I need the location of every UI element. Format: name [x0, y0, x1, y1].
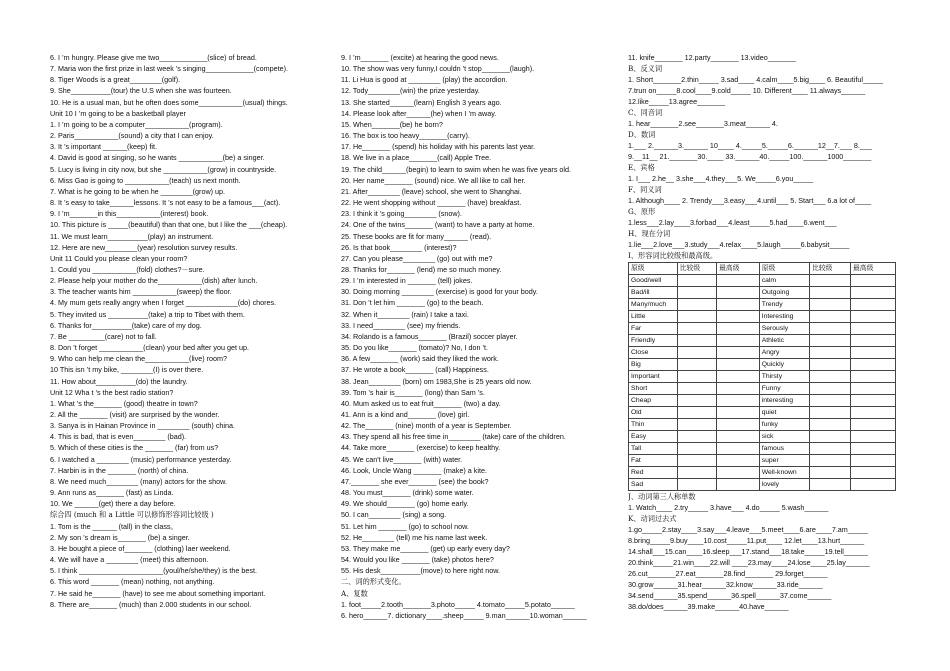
exercise-line: 12. Here are new________(year) resolution survey results.: [50, 242, 238, 252]
exercise-line: 45. We can't live_______ (with) water.: [341, 454, 463, 464]
exercise-line: 7. Harbin is in the _______ (north) of china.: [50, 465, 189, 475]
exercise-line: 25. These books are fit for many______ (read).: [341, 231, 492, 241]
exercise-line: 4. David is good at singing, so he wants ___________(be) a singer.: [50, 153, 265, 163]
base-word-cell: Red: [629, 467, 678, 479]
base-word-cell: Thirsty: [759, 371, 809, 383]
blank-cell: [717, 335, 760, 347]
exercise-line: 30. Doing morning ________ (exercise) is good for your body.: [341, 287, 538, 297]
exercise-line: 10 This isn ’t my bike, ________(I) is over there.: [50, 365, 204, 375]
blank-cell: [717, 407, 760, 419]
exercise-line: 3. The teacher wants him ___________(sweep) the floor.: [50, 287, 232, 297]
base-word-cell: super: [759, 455, 809, 467]
verb-form-sections: [628, 491, 896, 612]
base-word-cell: Serously: [759, 323, 809, 335]
base-word-cell: Short: [629, 383, 678, 395]
exercise-line: 28. Thanks for_______ (lend) me so much money.: [341, 264, 502, 274]
blank-cell: [810, 431, 851, 443]
exercise-line: 1.lie___2.love___3.study___4.relax____5.laugh_____6.babysit_____: [628, 240, 850, 249]
header-comparative-2: 比较级: [810, 263, 851, 275]
base-word-cell: Far: [629, 323, 678, 335]
base-word-cell: Bad/ill: [629, 287, 678, 299]
table-row: [629, 407, 896, 419]
column-middle: [341, 52, 603, 621]
blank-cell: [677, 479, 716, 491]
blank-cell: [810, 395, 851, 407]
exercise-line: 1. Tom is the ______ (tall) in the class。: [50, 521, 178, 531]
table-header-row: [629, 263, 896, 275]
base-word-cell: Quickly: [759, 359, 809, 371]
exercise-line: 34. Rolando is a famous_______ (Brazil) soccer player.: [341, 331, 518, 341]
blank-cell: [851, 311, 896, 323]
blank-cell: [851, 467, 896, 479]
base-word-cell: Close: [629, 347, 678, 359]
blank-cell: [810, 311, 851, 323]
exercise-line: 10. He is a usual man, but he often does some___________(usual) things.: [50, 97, 288, 107]
exercise-line: 4. This is bad, that is even________ (bad).: [50, 432, 187, 442]
blank-cell: [717, 431, 760, 443]
exercise-line: 1. I ’m going to be a computer___________(program).: [50, 119, 223, 129]
blank-cell: [717, 347, 760, 359]
base-word-cell: Outgoing: [759, 287, 809, 299]
base-word-cell: Thin: [629, 419, 678, 431]
blank-cell: [717, 311, 760, 323]
exercise-line: 8. Tiger Woods is a great________(golf).: [50, 75, 181, 85]
blank-cell: [677, 287, 716, 299]
exercise-line: 5. I think _____________________(youl/he/she/they) is the best.: [50, 566, 257, 576]
base-word-cell: sick: [759, 431, 809, 443]
blank-cell: [851, 347, 896, 359]
base-word-cell: lovely: [759, 479, 809, 491]
exercise-line: 1. hear_______2.see_______3.meat______ 4.: [628, 119, 778, 128]
blank-cell: [810, 443, 851, 455]
blank-cell: [851, 371, 896, 383]
exercise-line: 27. Can you please________ (go) out with me?: [341, 253, 493, 263]
exercise-line: 7. He said he_______ (have) to see me about something important.: [50, 588, 266, 598]
exercise-line: 14. Please look after______(he) when I ’m away.: [341, 108, 497, 118]
exercise-line: 1. Although____ 2. Trendy___3.easy___4.until___ 5. Start___ 6.a lot of____: [628, 196, 871, 205]
exercise-line: E、宾格: [628, 163, 655, 172]
exercise-line: 30.grow______31.hear______32.know______33.ride______: [628, 580, 823, 589]
exercise-line: 55. His desk__________(move) to here right now.: [341, 566, 501, 576]
exercise-line: 11. We must learn__________(play) an instrument.: [50, 231, 214, 241]
base-word-cell: Fat: [629, 455, 678, 467]
exercise-line: 7. What is he going to be when he ________(grow) up.: [50, 186, 226, 196]
exercise-line: 17. He_______ (spend) his holiday with his parents last year.: [341, 142, 536, 152]
exercise-line: 16. The box is too heavy_______(carry).: [341, 131, 470, 141]
blank-cell: [677, 359, 716, 371]
exercise-line: H、现在分词: [628, 229, 671, 238]
exercise-line: 3. Sanya is in Hainan Province in ________ (south) china.: [50, 421, 235, 431]
exercise-line: 20. Her name_______ (sound) nice. We all like to call her.: [341, 175, 526, 185]
base-word-cell: Interesting: [759, 311, 809, 323]
blank-cell: [717, 299, 760, 311]
exercise-line: 31. Don ’t let him _______ (go) to the beach.: [341, 298, 484, 308]
blank-cell: [717, 479, 760, 491]
exercise-line: 3. He bought a piece of_______ (clothing) laer weekend.: [50, 543, 231, 553]
base-word-cell: calm: [759, 275, 809, 287]
base-word-cell: Tall: [629, 443, 678, 455]
blank-cell: [717, 359, 760, 371]
exercise-line: 8.bring_____9.buy____10.cost_____11.put____ 12.let____13.hurt______: [628, 536, 865, 545]
exercise-line: Unit 11 Could you please clean your room?: [50, 253, 188, 263]
base-word-cell: interesting: [759, 395, 809, 407]
base-word-cell: funky: [759, 419, 809, 431]
blank-cell: [810, 359, 851, 371]
base-word-cell: Friendly: [629, 335, 678, 347]
exercise-line: 7. Be _________(care) not to fall.: [50, 331, 157, 341]
table-row: [629, 431, 896, 443]
exercise-line: 40. Mum asked us to eat fruit_______ (two) a day.: [341, 398, 501, 408]
exercise-line: 7. Maria won the first prize in last week ’s singing____________(compete).: [50, 64, 288, 74]
base-word-cell: Old: [629, 407, 678, 419]
blank-cell: [810, 347, 851, 359]
table-row: [629, 275, 896, 287]
base-word-cell: Trendy: [759, 299, 809, 311]
exercise-line: 1.less___2.lay____3.forbad___4.least_____5.had____6.went___: [628, 218, 837, 227]
exercise-line: 22. He went shopping without _______ (have) breakfast.: [341, 198, 522, 208]
base-word-cell: Important: [629, 371, 678, 383]
exercise-line: 49. We should_______ (go) home early.: [341, 499, 469, 509]
blank-cell: [810, 323, 851, 335]
exercise-line: 36. A few_______ (work) said they liked the work.: [341, 354, 499, 364]
exercise-line: 42. The_______ (nine) month of a year is September.: [341, 421, 512, 431]
exercise-line: 26.cut_______27.eat_______28.find_______ 29.forget______: [628, 569, 828, 578]
exercise-line: 2. All the _______ (visit) are surprised by the wonder.: [50, 410, 220, 419]
blank-cell: [717, 443, 760, 455]
exercise-line: 41. Ann is a kind and_______ (love) girl.: [341, 410, 470, 419]
exercise-line: 11. knife_______ 12.party_______ 13.video_______: [628, 53, 796, 62]
exercise-line: 9. Ann runs as_______ (fast) as Linda.: [50, 488, 174, 498]
exercise-line: 11. Li Hua is good at ________ (play) the accordion.: [341, 75, 508, 85]
header-superlative: 最高级: [717, 263, 760, 275]
exercise-line: 2. My son ’s dream is_______ (be) a singer.: [50, 532, 190, 542]
base-word-cell: Well-known: [759, 467, 809, 479]
exercise-line: 37. He wrote a book_______ (call) Happiness.: [341, 365, 489, 375]
blank-cell: [677, 311, 716, 323]
blank-cell: [810, 467, 851, 479]
exercise-line: 1. What ’s the_______ (good) theatre in town?: [50, 398, 198, 408]
exercise-line: 53. They make me_______ (get) up early every day?: [341, 543, 510, 553]
exercise-line: 39. Tom ’s hair is_______ (long) than Sam ’s.: [341, 387, 485, 397]
exercise-line: 9. I ’m_______ (excite) at hearing the good news.: [341, 53, 499, 62]
blank-cell: [717, 395, 760, 407]
exercise-line: 13. She started______(learn) English 3 years ago.: [341, 97, 502, 107]
exercise-line: C、同音词: [628, 108, 663, 117]
exercise-line: 1. foot_____2.tooth_______3.photo_____ 4.tomato_____5.potato______: [341, 599, 575, 609]
base-word-cell: Little: [629, 311, 678, 323]
table-row: [629, 347, 896, 359]
blank-cell: [677, 395, 716, 407]
blank-cell: [717, 371, 760, 383]
exercise-line: I、形容词比较级和最高级。: [628, 251, 718, 260]
exercise-line: 3. It ’s important ______(keep) fit.: [50, 142, 157, 152]
header-comparative: 比较级: [677, 263, 716, 275]
blank-cell: [851, 443, 896, 455]
exercise-line: 6. I ’m hungry. Please give me two____________(slice) of bread.: [50, 53, 257, 62]
blank-cell: [677, 455, 716, 467]
exercise-line: 10. The show was very funny,I couldn ’t stop_______(laugh).: [341, 64, 535, 74]
exercise-line: 19. The child______(begin) to learn to swim when he was five years old.: [341, 164, 571, 174]
exercise-line: A、复数: [341, 588, 368, 598]
blank-cell: [810, 383, 851, 395]
exercise-line: 1. Could you ___________(fold) clothes?－sure.: [50, 264, 205, 274]
exercise-line: 44. Take more_______ (exercise) to keep healthy.: [341, 443, 501, 453]
column-right: [628, 52, 896, 612]
exercise-line: K、动词过去式: [628, 514, 677, 523]
exercise-line: 18. We live in a place_______(call) Apple Tree.: [341, 153, 492, 163]
exercise-line: 8. There are_______ (much) than 2.000 students in our school.: [50, 599, 252, 609]
table-row: [629, 455, 896, 467]
exercise-line: 10. We ______(get) there a day before.: [50, 499, 176, 509]
table-row: [629, 323, 896, 335]
blank-cell: [851, 299, 896, 311]
blank-cell: [851, 407, 896, 419]
blank-cell: [677, 347, 716, 359]
blank-cell: [810, 407, 851, 419]
exercise-line: 6. Miss Gao is going to ___________(teach) us next month.: [50, 175, 241, 185]
table-row: [629, 311, 896, 323]
exercise-line: 1. Short_______2.thin_____ 3.sad____ 4.calm____5.big____ 6. Beautiful_____: [628, 75, 883, 84]
blank-cell: [851, 383, 896, 395]
exercise-line: Unit 10 I ’m going to be a basketball player: [50, 108, 186, 118]
exercise-line: 32. When it________ (rain) I take a taxi.: [341, 309, 469, 319]
base-word-cell: Angry: [759, 347, 809, 359]
blank-cell: [677, 467, 716, 479]
exercise-line: 15. When_______(be) he born?: [341, 119, 443, 129]
exercise-line: 23. I think it ’s going________ (snow).: [341, 209, 462, 219]
blank-cell: [810, 371, 851, 383]
exercise-line: 8. Don ’t forget ___________(clean) your bed after you get up.: [50, 343, 249, 353]
comparison-table: [628, 262, 896, 491]
exercise-line: 二、词的形式变化。: [341, 577, 406, 587]
blank-cell: [851, 323, 896, 335]
blank-cell: [851, 479, 896, 491]
blank-cell: [851, 419, 896, 431]
exercise-line: 50. I can________ (sing) a song.: [341, 510, 447, 520]
blank-cell: [677, 335, 716, 347]
table-row: [629, 299, 896, 311]
exercise-line: 21. After________ (leave) school, she went to Shanghai.: [341, 186, 522, 196]
exercise-line: 1.go_____2.stay____3.say___4.leave___5.meet____6.are____7.am_____: [628, 525, 868, 534]
exercise-line: 12. Tody________(win) the prize yesterday.: [341, 86, 480, 96]
exercise-line: 5. Which of these cities is the _______ (far) from us?: [50, 443, 219, 453]
blank-cell: [677, 443, 716, 455]
exercise-line: 46. Look, Uncle Wang _______ (make) a kite.: [341, 465, 487, 475]
table-row: [629, 383, 896, 395]
blank-cell: [717, 275, 760, 287]
exercise-line: 9. I ’m_______in this___________(interest) book.: [50, 209, 209, 219]
blank-cell: [851, 431, 896, 443]
exercise-line: 34.send______35.spend______36.spell______37.come______: [628, 591, 832, 600]
exercise-line: 38.do/does______39.make______40.have______: [628, 602, 789, 611]
exercise-line: 6. I watched a ________ (music) performance yesterday.: [50, 454, 232, 464]
exercise-line: 38. Jean________ (born) om 1983,She is 25 years old now.: [341, 376, 532, 386]
blank-cell: [851, 335, 896, 347]
column-left: [50, 52, 325, 610]
blank-cell: [717, 383, 760, 395]
blank-cell: [851, 359, 896, 371]
blank-cell: [810, 287, 851, 299]
blank-cell: [851, 455, 896, 467]
blank-cell: [851, 395, 896, 407]
exercise-line: 8. We need much________ (many) actors for the show.: [50, 476, 227, 486]
exercise-line: 4. My mum gets really angry when I forget _____________(do) chores.: [50, 298, 277, 308]
base-word-cell: Easy: [629, 431, 678, 443]
exercise-line: 24. One of the twins_______ (want) to have a party at home.: [341, 220, 535, 230]
exercise-line: 33. I need________ (see) my friends.: [341, 320, 461, 330]
blank-cell: [810, 455, 851, 467]
exercise-line: 52. He________ (tell) me his name last week.: [341, 532, 488, 542]
exercise-line: 12.like_____13.agree_______: [628, 97, 726, 106]
base-word-cell: quiet: [759, 407, 809, 419]
exercise-line: 8. It ’s easy to take______lessons. It ’s not easy to be a famous___(act).: [50, 198, 281, 208]
table-row: [629, 287, 896, 299]
blank-cell: [810, 335, 851, 347]
blank-cell: [677, 419, 716, 431]
exercise-line: 2. Please help your mother do the___________(dish) after lunch.: [50, 276, 258, 286]
exercise-line: 6. This word _______ (mean) nothing, not anything.: [50, 577, 215, 587]
header-base-form: 原级: [629, 263, 678, 275]
exercise-line: 7.trun on_____8.cool____9.cold_____ 10. Different____ 11.always______: [628, 86, 866, 95]
blank-cell: [717, 419, 760, 431]
table-row: [629, 443, 896, 455]
exercise-line: 1. I___ 2.he__ 3.she___4.they___5. We_____6.you_____: [628, 174, 814, 183]
exercise-line: 51. Let him _______ (go) to school now.: [341, 521, 469, 531]
exercise-line: 29. I ’m interested in _______ (tell) jokes.: [341, 276, 473, 286]
exercise-line: 20.think_____21.win____22.will ____23.may____24.lose____25.lay______: [628, 558, 870, 567]
exercise-line: 47._______ she ever_______ (see) the book?: [341, 476, 489, 486]
blank-cell: [677, 371, 716, 383]
table-row: [629, 335, 896, 347]
base-word-cell: Athletic: [759, 335, 809, 347]
exercise-line: 43. They spend all his free time in________ (take) care of the children.: [341, 432, 566, 442]
table-row: [629, 371, 896, 383]
blank-cell: [677, 383, 716, 395]
exercise-line: 35. Do you like_______ (tomato)? No, I don ’t.: [341, 343, 489, 353]
table-row: [629, 359, 896, 371]
blank-cell: [677, 323, 716, 335]
word-form-sections: [628, 52, 896, 261]
exercise-line: 48. You must_______ (drink) some water.: [341, 488, 474, 498]
exercise-line: 6. hero______7. dictionary____.sheep_____ 9.man______10.woman______: [341, 610, 587, 620]
blank-cell: [677, 275, 716, 287]
blank-cell: [677, 299, 716, 311]
exercise-line: 26. Is that book________ (interest)?: [341, 242, 457, 252]
exercise-line: G、原形: [628, 207, 656, 216]
exercise-line: 6. Thanks for__________(take) care of my dog.: [50, 320, 202, 330]
exercise-line: 1.___ 2.______3.______ 10____ 4._____5._____6.______12__7.___ 8.___: [628, 141, 872, 150]
exercise-line: D、数词: [628, 130, 656, 139]
blank-cell: [677, 431, 716, 443]
blank-cell: [851, 275, 896, 287]
base-word-cell: Funny: [759, 383, 809, 395]
table-row: [629, 419, 896, 431]
table-row: [629, 467, 896, 479]
exercise-line: J、动词第三人称单数: [628, 492, 696, 501]
blank-cell: [717, 467, 760, 479]
exercise-line: 9. She__________(tour) the U.S when she was fourteen.: [50, 86, 232, 96]
header-base-form-2: 原级: [759, 263, 809, 275]
table-row: [629, 479, 896, 491]
exercise-line: 2. Paris___________(sound) a city that I can enjoy.: [50, 131, 214, 141]
exercise-line: 11. How about__________(do) the laundry.: [50, 376, 188, 386]
exercise-line: F、同义词: [628, 185, 662, 194]
exercise-line: 54. Would you like _______ (take) photos here?: [341, 555, 494, 565]
blank-cell: [717, 287, 760, 299]
blank-cell: [810, 299, 851, 311]
exercise-line: B、反义词: [628, 64, 663, 73]
blank-cell: [810, 275, 851, 287]
exercise-line: Unit 12 Wha t ’s the best radio station?: [50, 387, 174, 397]
exercise-line: 9.__11__ 21._______30.____ 33.______40._____100.______1000_______: [628, 152, 872, 161]
base-word-cell: Sad: [629, 479, 678, 491]
exercise-line: 5. They invited us __________(take) a trip to Tibet with them.: [50, 309, 245, 319]
base-word-cell: famous: [759, 443, 809, 455]
blank-cell: [717, 323, 760, 335]
base-word-cell: Big: [629, 359, 678, 371]
base-word-cell: Many/much: [629, 299, 678, 311]
blank-cell: [810, 419, 851, 431]
exercise-line: 9. Who can help me clean the___________(live) room?: [50, 354, 228, 364]
exercise-line: 14.shall___15.can____16.sleep___17.stand___18.take_____19.tell______: [628, 547, 868, 556]
exercise-line: 1. Watch____ 2.try_____ 3.have___ 4.do_____ 5.wash______: [628, 503, 829, 512]
exercise-line: 5. Lucy is living in city now, but she ___________(grow) in countryside.: [50, 164, 277, 174]
exercise-line: 10. This picture is _____(beautiful) than that one, but I like the ___(cheap).: [50, 220, 288, 230]
header-superlative-2: 最高级: [851, 263, 896, 275]
exercise-line: 4. We will have a ________ (meet) this afternoon.: [50, 555, 209, 565]
base-word-cell: Good/well: [629, 275, 678, 287]
blank-cell: [677, 407, 716, 419]
blank-cell: [717, 455, 760, 467]
exercise-line: 综合四 (much 和 a Little 可以修饰形容词比较级 ): [50, 510, 214, 520]
blank-cell: [810, 479, 851, 491]
base-word-cell: Cheap: [629, 395, 678, 407]
blank-cell: [851, 287, 896, 299]
table-row: [629, 395, 896, 407]
